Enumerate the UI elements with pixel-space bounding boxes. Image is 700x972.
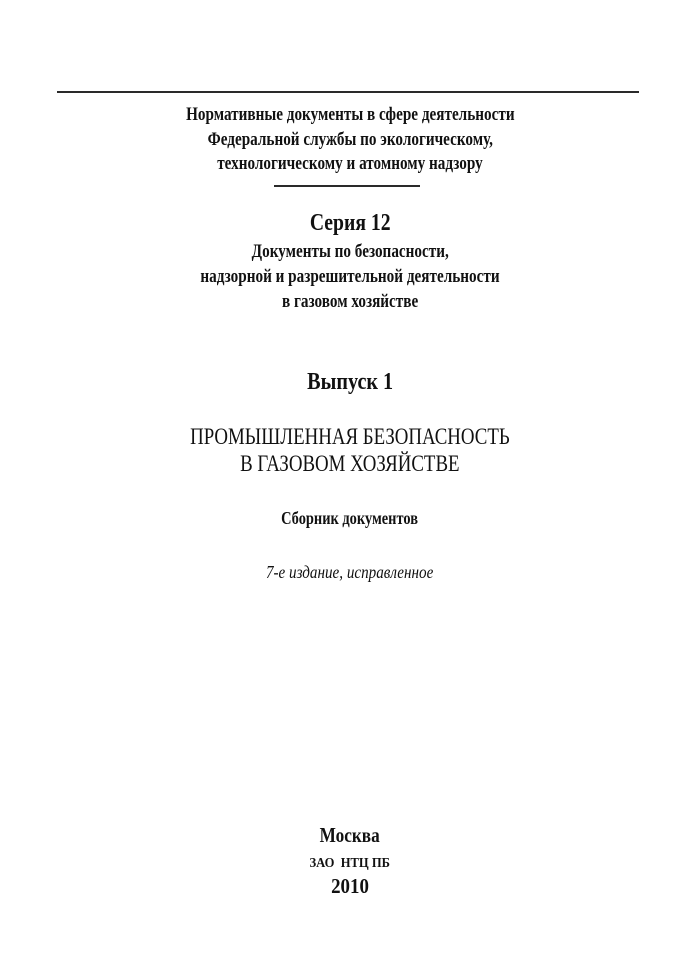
header-text: Нормативные документы в сфере деятельности — [185, 104, 515, 125]
series-description-text: надзорной и разрешительной деятельности — [200, 266, 500, 287]
header-line-1 — [0, 104, 700, 126]
edition-note — [0, 562, 700, 583]
book-subtitle-text: Сборник документов — [281, 508, 419, 528]
imprint-city-text: Москва — [319, 823, 381, 847]
book-title-text: ПРОМЫШЛЕННАЯ БЕЗОПАСНОСТЬ — [190, 424, 510, 449]
series-description-line-3 — [0, 291, 700, 313]
series-description-text: в газовом хозяйстве — [281, 291, 419, 312]
header-line-3 — [0, 153, 700, 175]
header-text: Федеральной службы по экологическому, — [207, 129, 493, 150]
book-subtitle — [0, 508, 700, 529]
book-title-line-1 — [0, 424, 700, 450]
imprint-city — [0, 823, 700, 848]
header-text: технологическому и атомному надзору — [217, 153, 483, 174]
imprint-year — [0, 874, 700, 899]
series-title-text: Серия 12 — [309, 210, 391, 236]
imprint-publisher — [0, 854, 700, 872]
top-divider-rule — [57, 91, 639, 93]
book-title-line-2 — [0, 451, 700, 477]
series-description-text: Документы по безопасности, — [251, 241, 449, 262]
imprint-publisher-text: ЗАО НТЦ ПБ — [309, 856, 391, 871]
issue-label-text: Выпуск 1 — [307, 369, 393, 395]
series-description-line-1 — [0, 241, 700, 263]
issue-label — [0, 369, 700, 396]
series-description-line-2 — [0, 266, 700, 288]
short-divider-rule — [274, 185, 420, 187]
header-line-2 — [0, 129, 700, 151]
edition-note-text: 7-е издание, исправленное — [266, 562, 434, 582]
series-title — [0, 210, 700, 237]
imprint-year-text: 2010 — [331, 874, 369, 898]
book-title-text: В ГАЗОВОМ ХОЗЯЙСТВЕ — [240, 451, 460, 476]
